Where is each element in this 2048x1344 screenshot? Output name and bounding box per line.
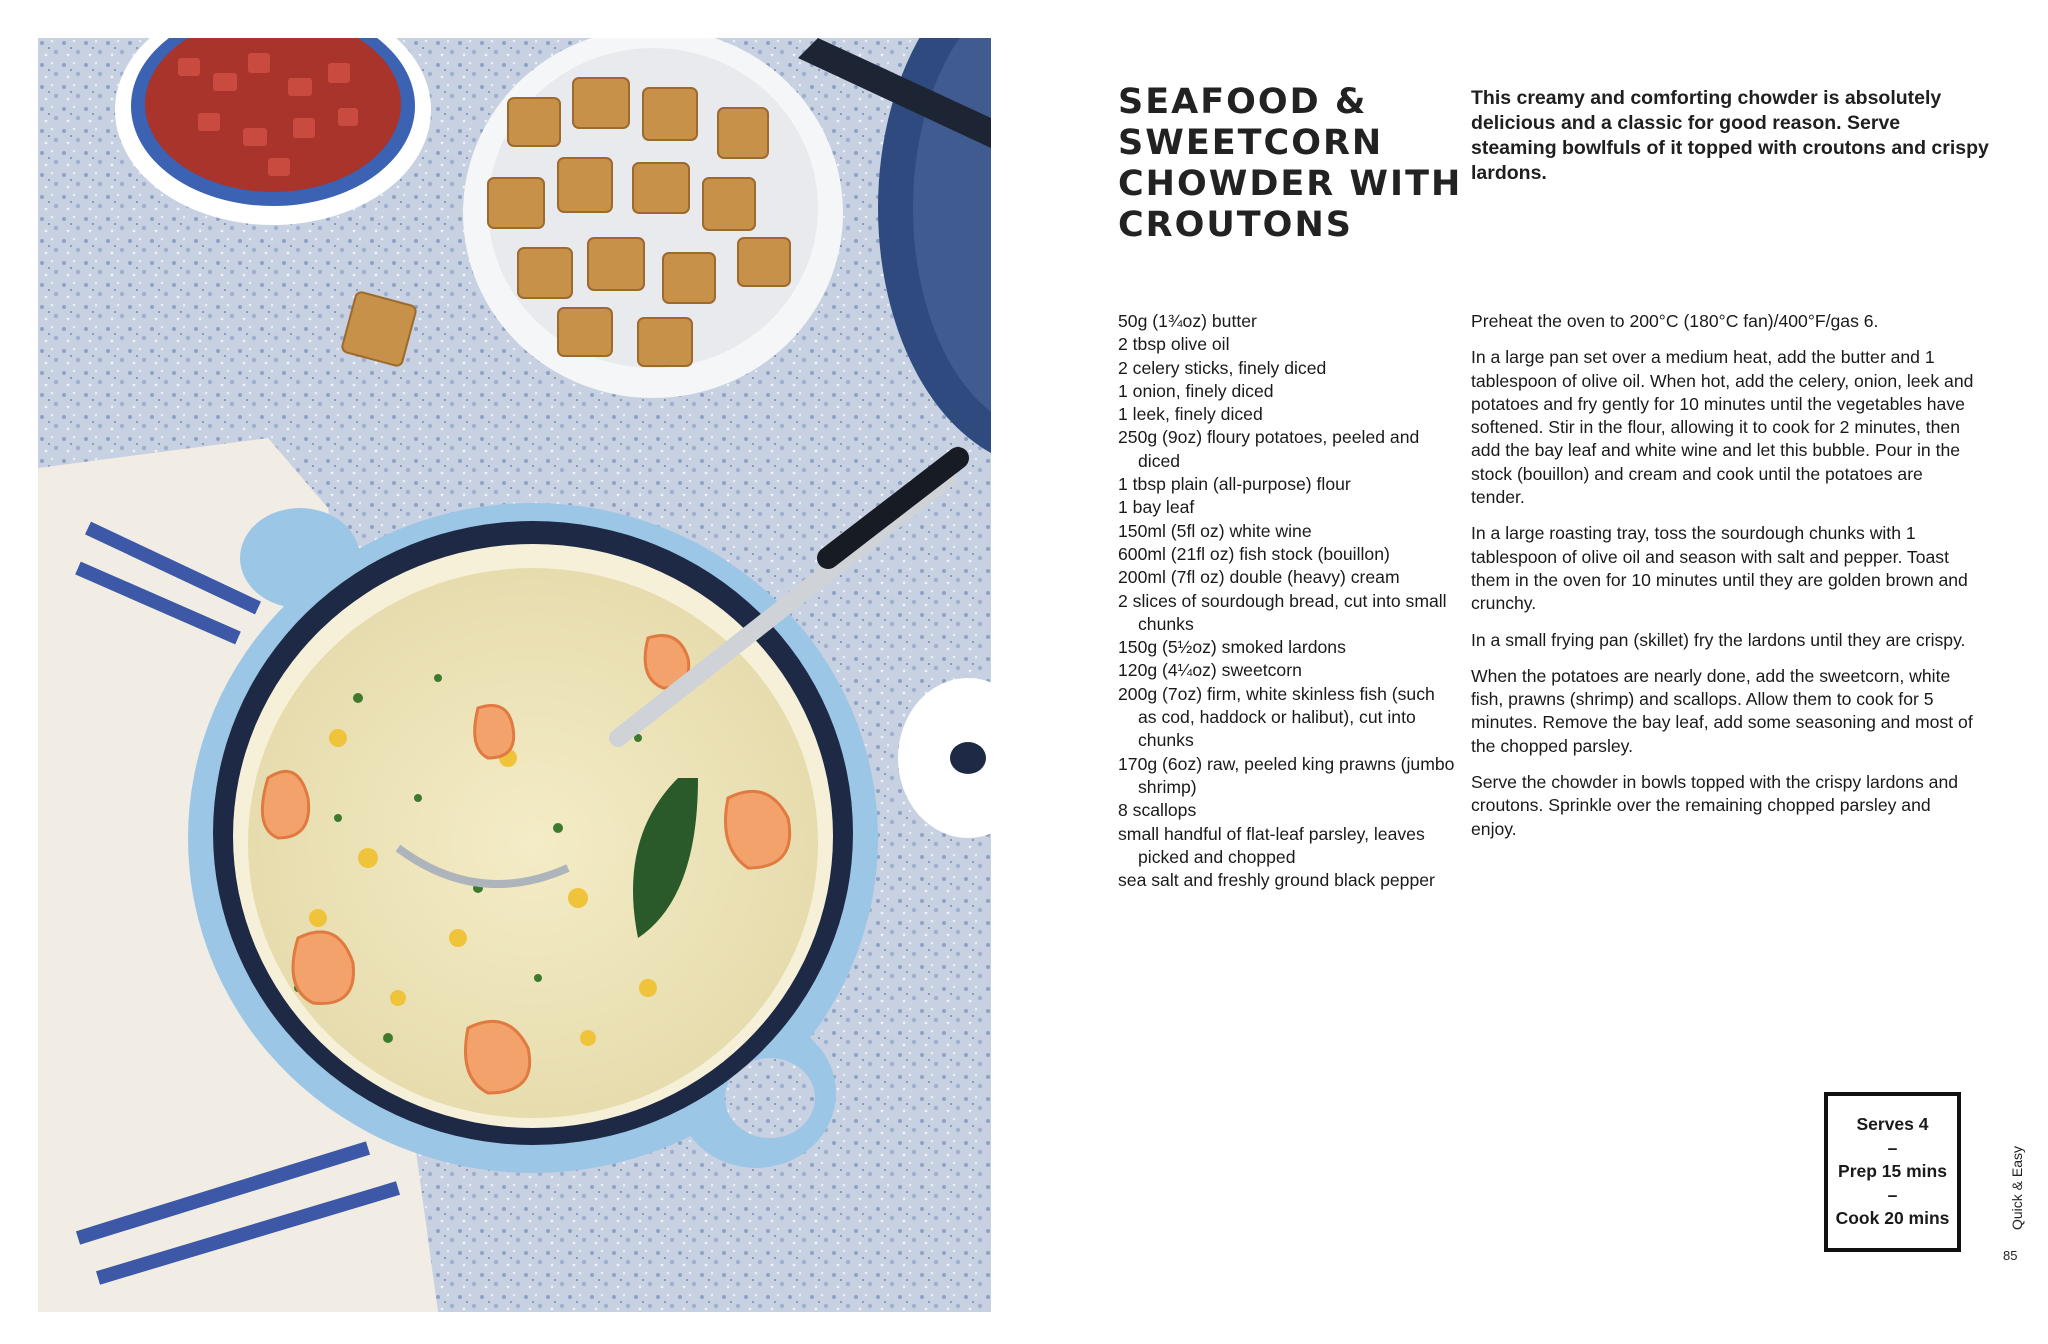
method-steps <box>1471 310 1976 854</box>
ingredient-item: 8 scallops <box>1118 800 1197 821</box>
method-step: In a large roasting tray, toss the sourdough chunks with 1 tablespoon of olive oil and season with salt and pepper. Toast them in the oven for 10 minutes until they are golden brown and crunchy. <box>1471 523 1968 614</box>
ingredient-item: 2 tbsp olive oil <box>1118 334 1230 355</box>
title-line: SWEETCORN <box>1118 123 1384 163</box>
ingredient-item: 2 celery sticks, finely diced <box>1118 357 1327 378</box>
ingredient-item: 120g (4¼oz) sweetcorn <box>1118 660 1302 681</box>
ingredients-list <box>1118 310 1458 892</box>
cook-time-text: Cook 20 mins <box>1835 1208 1950 1229</box>
method-step: Preheat the oven to 200°C (180°C fan)/400°F/gas 6. <box>1471 311 1879 331</box>
method-step: Serve the chowder in bowls topped with the crispy lardons and croutons. Sprinkle over the remaining chopped parsley and enjoy. <box>1471 772 1959 839</box>
section-label: Quick & Easy <box>2009 1145 2025 1230</box>
info-separator: – <box>1887 1137 1898 1158</box>
ingredient-item: 1 onion, finely diced <box>1118 380 1274 401</box>
method-step: In a small frying pan (skillet) fry the lardons until they are crispy. <box>1471 629 1966 650</box>
recipe-info-box <box>1824 1092 1961 1252</box>
recipe-photo <box>38 38 991 1312</box>
prep-time-text: Prep 15 mins <box>1838 1161 1947 1182</box>
ingredient-item: 170g (6oz) raw, peeled king prawns (jumbo shrimp) <box>1118 753 1455 797</box>
ingredient-item: 2 slices of sourdough bread, cut into small chunks <box>1118 590 1447 634</box>
title-line: SEAFOOD & <box>1118 82 1368 122</box>
title-line: CHOWDER WITH <box>1118 164 1463 204</box>
ingredient-item: 200g (7oz) firm, white skinless fish (such as cod, haddock or halibut), cut into chunks <box>1118 683 1435 751</box>
serves-text: Serves 4 <box>1856 1114 1929 1135</box>
ingredient-item: 200ml (7fl oz) double (heavy) cream <box>1118 567 1400 588</box>
ingredient-item: 150g (5½oz) smoked lardons <box>1118 637 1346 658</box>
ingredient-item: 150ml (5fl oz) white wine <box>1118 520 1312 541</box>
recipe-intro: This creamy and comforting chowder is absolutely delicious and a classic for good reason. Serve steaming bowlfuls of it topped with croutons and crispy lardons. <box>1471 87 1989 184</box>
ingredient-item: 1 bay leaf <box>1118 497 1195 518</box>
method-step: In a large pan set over a medium heat, add the butter and 1 tablespoon of olive oil. When hot, add the celery, onion, leek and potatoes and fry gently for 10 minutes until the vegetables have softened. Stir in the flour, allowing it to cook for 2 minutes, then add the bay leaf and white wine and let this bubble. Pour in the stock (bouillon) and cream and cook until the potatoes are tender. <box>1471 347 1974 508</box>
ingredient-item: 600ml (21fl oz) fish stock (bouillon) <box>1118 543 1390 564</box>
method-step: When the potatoes are nearly done, add the sweetcorn, white fish, prawns (shrimp) and scallops. Allow them to cook for 5 minutes. Remove the bay leaf, add some seasoning and most of the chopped parsley. <box>1471 665 1973 756</box>
title-line: CROUTONS <box>1118 205 1353 245</box>
ingredient-item: sea salt and freshly ground black pepper <box>1118 870 1435 891</box>
ingredient-item: 1 tbsp plain (all-purpose) flour <box>1118 474 1351 495</box>
ingredient-item: 250g (9oz) floury potatoes, peeled and diced <box>1118 427 1420 471</box>
ingredient-item: 1 leek, finely diced <box>1118 404 1263 425</box>
ingredient-item: 50g (1¾oz) butter <box>1118 311 1257 331</box>
info-separator: – <box>1887 1184 1898 1205</box>
recipe-title <box>1118 82 1463 246</box>
page-number: 85 <box>2003 1248 2018 1263</box>
ingredient-item: small handful of flat-leaf parsley, leaves picked and chopped <box>1118 823 1425 867</box>
